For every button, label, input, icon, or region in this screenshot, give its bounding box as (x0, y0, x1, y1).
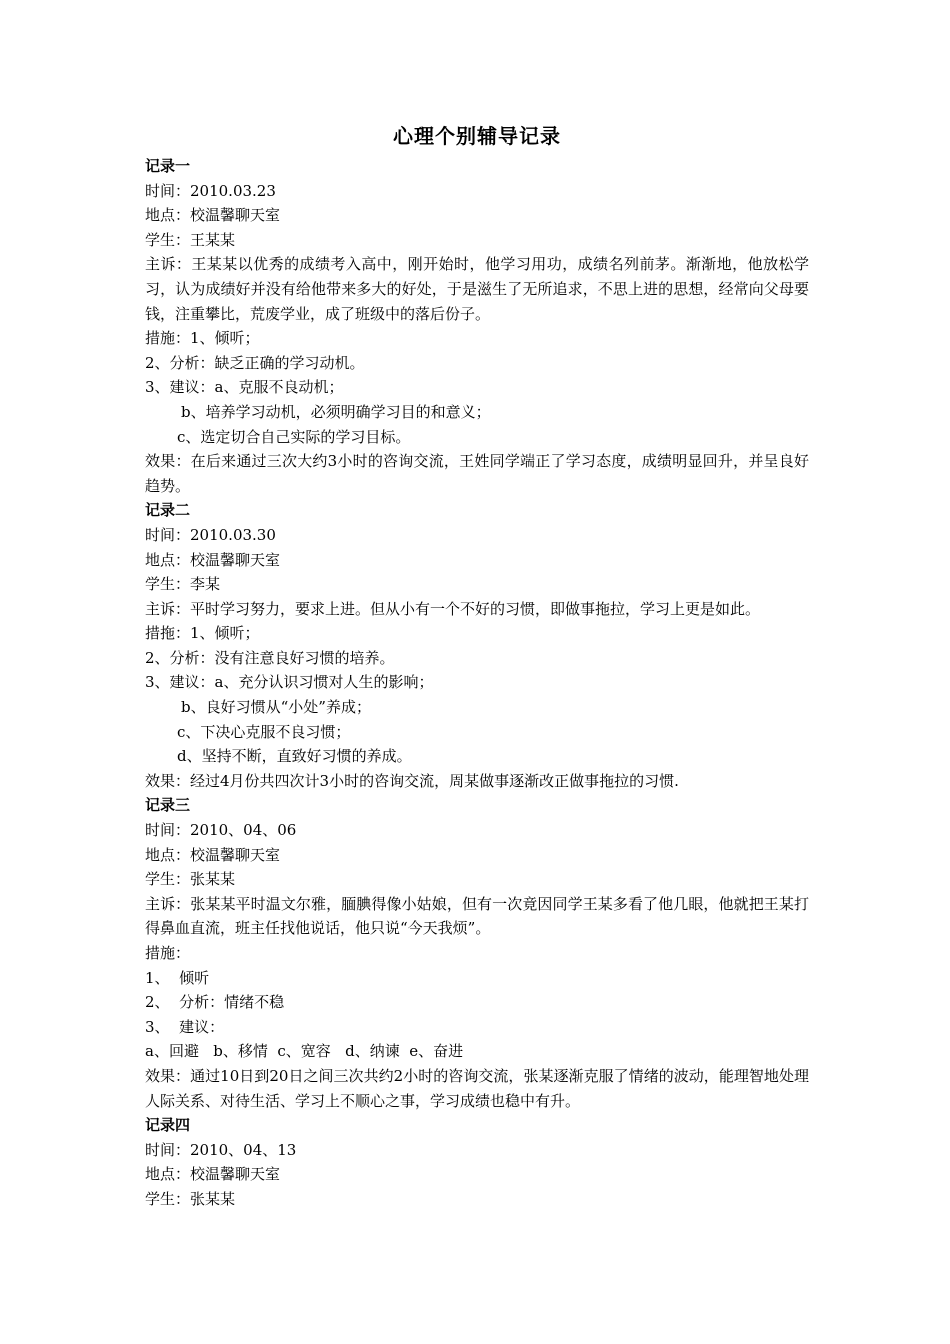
record-measure: 3、建议：a、克服不良动机； (145, 378, 344, 397)
record-measure: d、坚持不断，直致好习惯的养成。 (177, 747, 412, 766)
record-measure: a、回避 b、移情 c、宽容 d、纳谏 e、奋进 (145, 1042, 464, 1061)
record-measure: 2、分析：缺乏正确的学习动机。 (145, 353, 365, 372)
record-2 (145, 498, 809, 793)
record-measure: 措施： (145, 944, 191, 962)
record-student: 学生：李某 (145, 575, 221, 594)
record-4 (145, 1113, 809, 1211)
record-effect: 效果：经过4月份共四次计3小时的咨询交流，周某做事逐渐改正做事拖拉的习惯. (145, 771, 679, 790)
record-heading: 记录二 (145, 501, 191, 520)
record-place: 地点：校温馨聊天室 (145, 206, 281, 225)
record-heading: 记录一 (145, 157, 191, 175)
record-measure: 措施：1、倾听； (145, 329, 260, 348)
page-title: 心理个别辅导记录 (393, 124, 561, 148)
record-heading: 记录四 (145, 1116, 191, 1135)
record-place: 地点：校温馨聊天室 (145, 1165, 281, 1184)
record-measure: c、下决心克服不良习惯； (177, 722, 351, 741)
record-measure: 3、 建议： (145, 1017, 225, 1036)
record-time: 时间：2010、04、13 (145, 1140, 297, 1159)
record-complaint: 主诉：王某某以优秀的成绩考入高中，刚开始时，他学习用功，成绩名列前茅。渐渐地，他放松学习，认为成绩好并没有给他带来多大的好处，于是滋生了无所追求，不思上进的思想，经常向父母要钱，注重攀比，荒废学业，成了班级中的落后份子。 (145, 255, 809, 323)
record-1 (145, 154, 809, 498)
record-measure: 3、建议：a、充分认识习惯对人生的影响； (145, 673, 434, 692)
record-effect: 效果：通过10日到20日之间三次共约2小时的咨询交流，张某逐渐克服了情绪的波动，能理智地处理人际关系、对待生活、学习上不顺心之事，学习成绩也稳中有升。 (145, 1066, 809, 1110)
record-place: 地点：校温馨聊天室 (145, 550, 281, 569)
record-time: 时间：2010.03.23 (145, 181, 276, 200)
record-measure: c、选定切合自己实际的学习目标。 (177, 427, 411, 446)
record-measure: b、培养学习动机，必须明确学习目的和意义； (181, 402, 491, 421)
record-student: 学生：张某某 (145, 1189, 236, 1208)
record-measure: b、良好习惯从“小处”养成； (181, 698, 371, 717)
document-page (145, 118, 809, 1212)
record-complaint: 主诉：平时学习努力，要求上进。但从小有一个不好的习惯，即做事拖拉，学习上更是如此。 (145, 599, 761, 618)
record-time: 时间：2010.03.30 (145, 525, 276, 544)
record-time: 时间：2010、04、06 (145, 821, 297, 840)
record-student: 学生：王某某 (145, 230, 236, 249)
record-measure: 1、 倾听 (145, 968, 210, 987)
record-effect: 效果：在后来通过三次大约3小时的咨询交流，王姓同学端正了学习态度，成绩明显回升，并呈良好趋势。 (145, 452, 809, 495)
record-student: 学生：张某某 (145, 870, 236, 889)
record-place: 地点：校温馨聊天室 (145, 845, 281, 864)
record-complaint: 主诉：张某某平时温文尔雅，腼腆得像小姑娘，但有一次竟因同学王某多看了他几眼，他就把王某打得鼻血直流，班主任找他说话，他只说“今天我烦”。 (145, 894, 809, 938)
record-heading: 记录三 (145, 796, 191, 815)
record-measure: 措拖：1、倾听； (145, 624, 260, 643)
record-measure: 2、 分析：情绪不稳 (145, 993, 285, 1012)
record-3 (145, 793, 809, 1113)
record-measure: 2、分析：没有注意良好习惯的培养。 (145, 648, 395, 667)
